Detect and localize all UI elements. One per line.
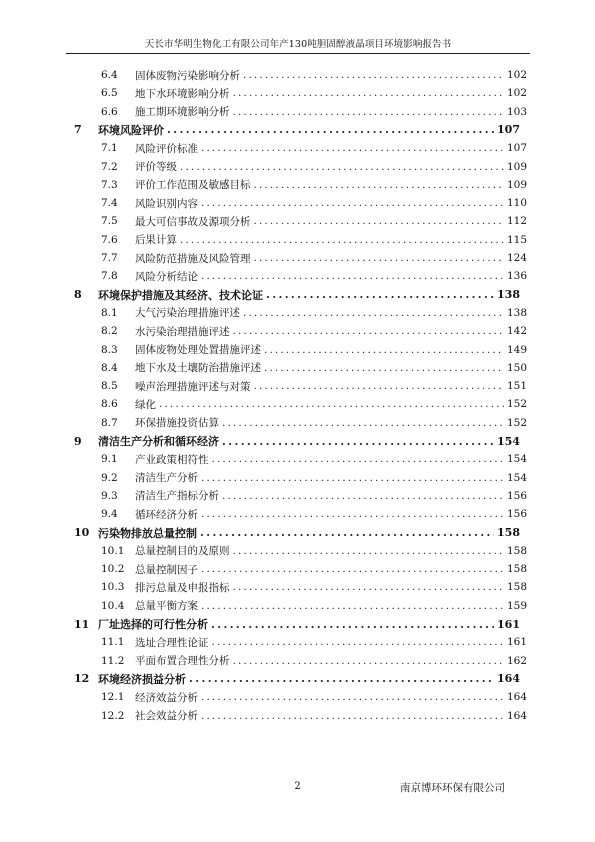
toc-entry-page: 124 [506,252,527,264]
toc-entry-title: 环境经济损益分析 [98,672,186,686]
toc-section-entry[interactable] [101,395,527,413]
toc-entry-title: 后果计算 [135,234,177,247]
toc-dot-leader [201,508,504,520]
toc-section-entry[interactable] [101,322,527,340]
toc-section-entry[interactable] [101,377,527,395]
toc-entry-page: 158 [497,526,520,539]
toc-entry-page: 152 [506,398,527,411]
toc-entry-number: 10.2 [101,563,125,576]
toc-entry-page: 142 [506,325,527,338]
toc-entry-number: 6.5 [101,87,118,100]
toc-entry-title: 风险识别内容 [135,197,198,210]
toc-section-entry[interactable] [101,450,527,468]
toc-entry-number: 8.4 [101,361,118,374]
toc-entry-number: 11.2 [101,654,125,667]
toc-dot-leader [264,344,504,356]
toc-dot-leader [222,435,494,448]
toc-section-entry[interactable] [101,542,527,560]
toc-entry-title: 总量控制因子 [135,563,198,576]
toc-section-entry[interactable] [101,231,527,249]
toc-section-entry[interactable] [101,414,527,432]
header-divider [66,53,530,54]
toc-section-entry[interactable] [101,84,527,102]
toc-entry-number: 7.2 [101,160,118,173]
toc-section-entry[interactable] [101,267,527,285]
toc-section-entry[interactable] [101,633,527,651]
toc-entry-title: 噪声治理措施评述与对策 [135,380,251,393]
toc-section-entry[interactable] [101,194,527,212]
toc-entry-number: 8.2 [101,325,118,338]
document-header-title: 天长市华明生物化工有限公司年产130吨胆固醇液晶项目环境影响报告书 [144,39,452,50]
toc-section-entry[interactable] [101,505,527,523]
toc-entry-number: 12.2 [101,709,125,722]
toc-entry-page: 154 [506,453,527,466]
toc-entry-page: 110 [506,197,527,210]
toc-dot-leader [167,123,494,136]
toc-dot-leader [233,545,504,557]
toc-chapter-entry[interactable] [74,432,520,450]
toc-entry-page: 164 [506,691,527,704]
toc-section-entry[interactable] [101,560,527,578]
toc-section-entry[interactable] [101,249,527,267]
toc-dot-leader [201,472,504,484]
toc-entry-number: 11.1 [101,636,125,649]
toc-entry-title: 水污染治理措施评述 [135,325,230,338]
toc-section-entry[interactable] [101,341,527,359]
toc-entry-page: 107 [506,142,527,155]
toc-entry-title: 环境风险评价 [98,123,164,137]
toc-section-entry[interactable] [101,487,527,505]
toc-entry-number: 11 [74,617,90,631]
toc-dot-leader [243,307,504,319]
toc-entry-page: 149 [506,343,527,356]
toc-entry-number: 7 [74,123,82,137]
toc-entry-title: 平面布置合理性分析 [135,655,230,668]
toc-entry-number: 7.6 [101,233,118,246]
toc-dot-leader [201,563,504,575]
toc-entry-title: 大气污染治理措施评述 [135,307,240,320]
toc-entry-page: 103 [506,105,527,118]
toc-entry-number: 8.3 [101,343,118,356]
toc-dot-leader [264,362,504,374]
toc-section-entry[interactable] [101,359,527,377]
toc-entry-page: 156 [506,489,527,502]
toc-dot-leader [254,252,504,264]
toc-entry-title: 清洁生产指标分析 [135,490,219,503]
toc-dot-leader [233,655,504,667]
toc-dot-leader [254,380,504,392]
toc-section-entry[interactable] [101,304,527,322]
toc-entry-title: 地下水环境影响分析 [135,87,230,100]
toc-section-entry[interactable] [101,158,527,176]
toc-entry-page: 164 [497,672,520,686]
toc-dot-leader [180,234,504,246]
toc-entry-title: 经济效益分析 [135,691,198,704]
toc-entry-page: 162 [506,654,527,667]
page-number: 2 [294,781,301,792]
toc-entry-number: 9.3 [101,489,118,502]
toc-chapter-entry[interactable] [74,121,520,139]
toc-dot-leader [254,179,504,191]
toc-entry-page: 156 [506,508,527,521]
toc-entry-number: 9 [74,434,82,448]
toc-entry-title: 评价工作范围及敏感目标 [135,179,251,192]
toc-section-entry[interactable] [101,652,527,670]
toc-entry-page: 161 [497,617,520,631]
toc-entry-title: 总量平衡方案 [135,600,198,613]
toc-section-entry[interactable] [101,103,527,121]
toc-chapter-entry[interactable] [74,524,520,542]
toc-entry-number: 9.1 [101,453,118,466]
toc-entry-title: 最大可信事故及源项分析 [135,215,251,228]
toc-entry-number: 7.8 [101,270,118,283]
toc-entry-page: 109 [506,160,527,173]
toc-entry-number: 8.6 [101,398,118,411]
toc-dot-leader [180,161,504,173]
toc-entry-page: 109 [506,178,527,191]
toc-entry-page: 158 [506,581,527,594]
toc-entry-title: 清洁生产分析 [135,472,198,485]
toc-section-entry[interactable] [101,176,527,194]
toc-entry-title: 风险分析结论 [135,270,198,283]
toc-section-entry[interactable] [101,597,527,615]
toc-dot-leader [233,325,504,337]
toc-dot-leader [189,672,494,685]
toc-entry-page: 151 [506,380,527,393]
toc-dot-leader [201,710,504,722]
toc-entry-title: 循环经济分析 [135,508,198,521]
toc-entry-number: 8 [74,288,82,302]
toc-chapter-entry[interactable] [74,670,520,688]
toc-entry-number: 6.4 [101,69,118,81]
toc-entry-page: 158 [506,544,527,557]
toc-entry-title: 污染物排放总量控制 [98,526,197,540]
toc-chapter-entry[interactable] [74,286,520,304]
toc-entry-number: 8.7 [101,416,118,429]
toc-entry-number: 7.7 [101,252,118,264]
toc-entry-page: 138 [497,288,520,302]
toc-entry-title: 选址合理性论证 [135,636,209,649]
toc-entry-page: 164 [506,709,527,722]
toc-entry-number: 10.3 [101,581,125,594]
toc-entry-page: 150 [506,361,527,374]
toc-dot-leader [201,197,504,209]
toc-dot-leader [233,581,504,593]
toc-entry-number: 9.2 [101,471,118,484]
toc-entry-page: 154 [506,471,527,484]
toc-section-entry[interactable] [101,688,527,706]
toc-section-entry[interactable] [101,212,527,230]
toc-dot-leader [200,526,494,539]
toc-entry-page: 152 [506,416,527,429]
toc-entry-title: 风险防范措施及风险管理 [135,252,251,265]
toc-entry-number: 7.3 [101,178,118,191]
toc-entry-title: 排污总量及申报指标 [135,581,230,594]
toc-dot-leader [212,636,504,648]
toc-entry-number: 10 [74,526,90,539]
toc-entry-page: 159 [506,599,527,612]
toc-entry-page: 161 [506,636,527,649]
toc-entry-number: 7.1 [101,142,118,155]
toc-entry-title: 风险评价标准 [135,142,198,155]
toc-entry-page: 158 [506,563,527,576]
toc-entry-number: 12.1 [101,691,125,704]
toc-dot-leader [254,215,504,227]
toc-chapter-entry[interactable] [74,615,520,633]
toc-entry-number: 12 [74,672,90,686]
toc-section-entry[interactable] [101,707,527,725]
toc-entry-page: 136 [506,270,527,283]
toc-dot-leader [243,69,504,81]
toc-entry-page: 112 [506,215,527,228]
toc-entry-title: 评价等级 [135,161,177,173]
toc-section-entry[interactable] [101,139,527,157]
toc-entry-number: 7.4 [101,197,118,210]
toc-dot-leader [233,106,504,118]
toc-dot-leader [233,87,504,99]
toc-entry-title: 绿化 [135,398,156,411]
toc-dot-leader [212,453,504,465]
toc-dot-leader [222,490,504,502]
footer-company: 南京博环环保有限公司 [400,782,505,794]
toc-entry-title: 固体废物污染影响分析 [135,69,240,82]
toc-entry-number: 10.4 [101,599,125,612]
toc-entry-number: 9.4 [101,508,118,521]
toc-dot-leader [211,618,494,631]
toc-section-entry[interactable] [101,66,527,84]
toc-entry-number: 7.5 [101,215,118,228]
toc-dot-leader [222,417,504,429]
toc-entry-page: 107 [497,123,520,137]
toc-entry-page: 115 [506,233,527,246]
toc-dot-leader [159,398,504,410]
toc-dot-leader [201,691,504,703]
toc-section-entry[interactable] [101,469,527,487]
toc-entry-page: 102 [506,87,527,100]
toc-entry-number: 8.5 [101,380,118,393]
toc-entry-page: 154 [497,434,520,448]
toc-dot-leader [201,270,504,282]
toc-entry-title: 施工期环境影响分析 [135,106,230,119]
toc-entry-number: 8.1 [101,306,118,319]
toc-entry-title: 环保措施投资估算 [135,417,219,430]
toc-entry-title: 厂址选择的可行性分析 [98,618,208,631]
toc-entry-number: 10.1 [101,544,125,557]
toc-entry-title: 固体废物处理处置措施评述 [135,344,261,356]
toc-entry-page: 138 [506,306,527,319]
toc-dot-leader [201,600,504,612]
toc-dot-leader [266,288,494,301]
toc-entry-title: 总量控制目的及原则 [135,545,230,558]
toc-entry-number: 6.6 [101,105,118,118]
toc-entry-title: 产业政策相符性 [135,453,209,466]
toc-entry-title: 地下水及土壤防治措施评述 [135,362,261,375]
toc-entry-title: 清洁生产分析和循环经济 [98,435,219,448]
toc-entry-title: 环境保护措施及其经济、技术论证 [98,288,263,302]
toc-entry-title: 社会效益分析 [135,710,198,722]
toc-section-entry[interactable] [101,578,527,596]
toc-dot-leader [201,142,504,154]
toc-entry-page: 102 [506,69,527,81]
